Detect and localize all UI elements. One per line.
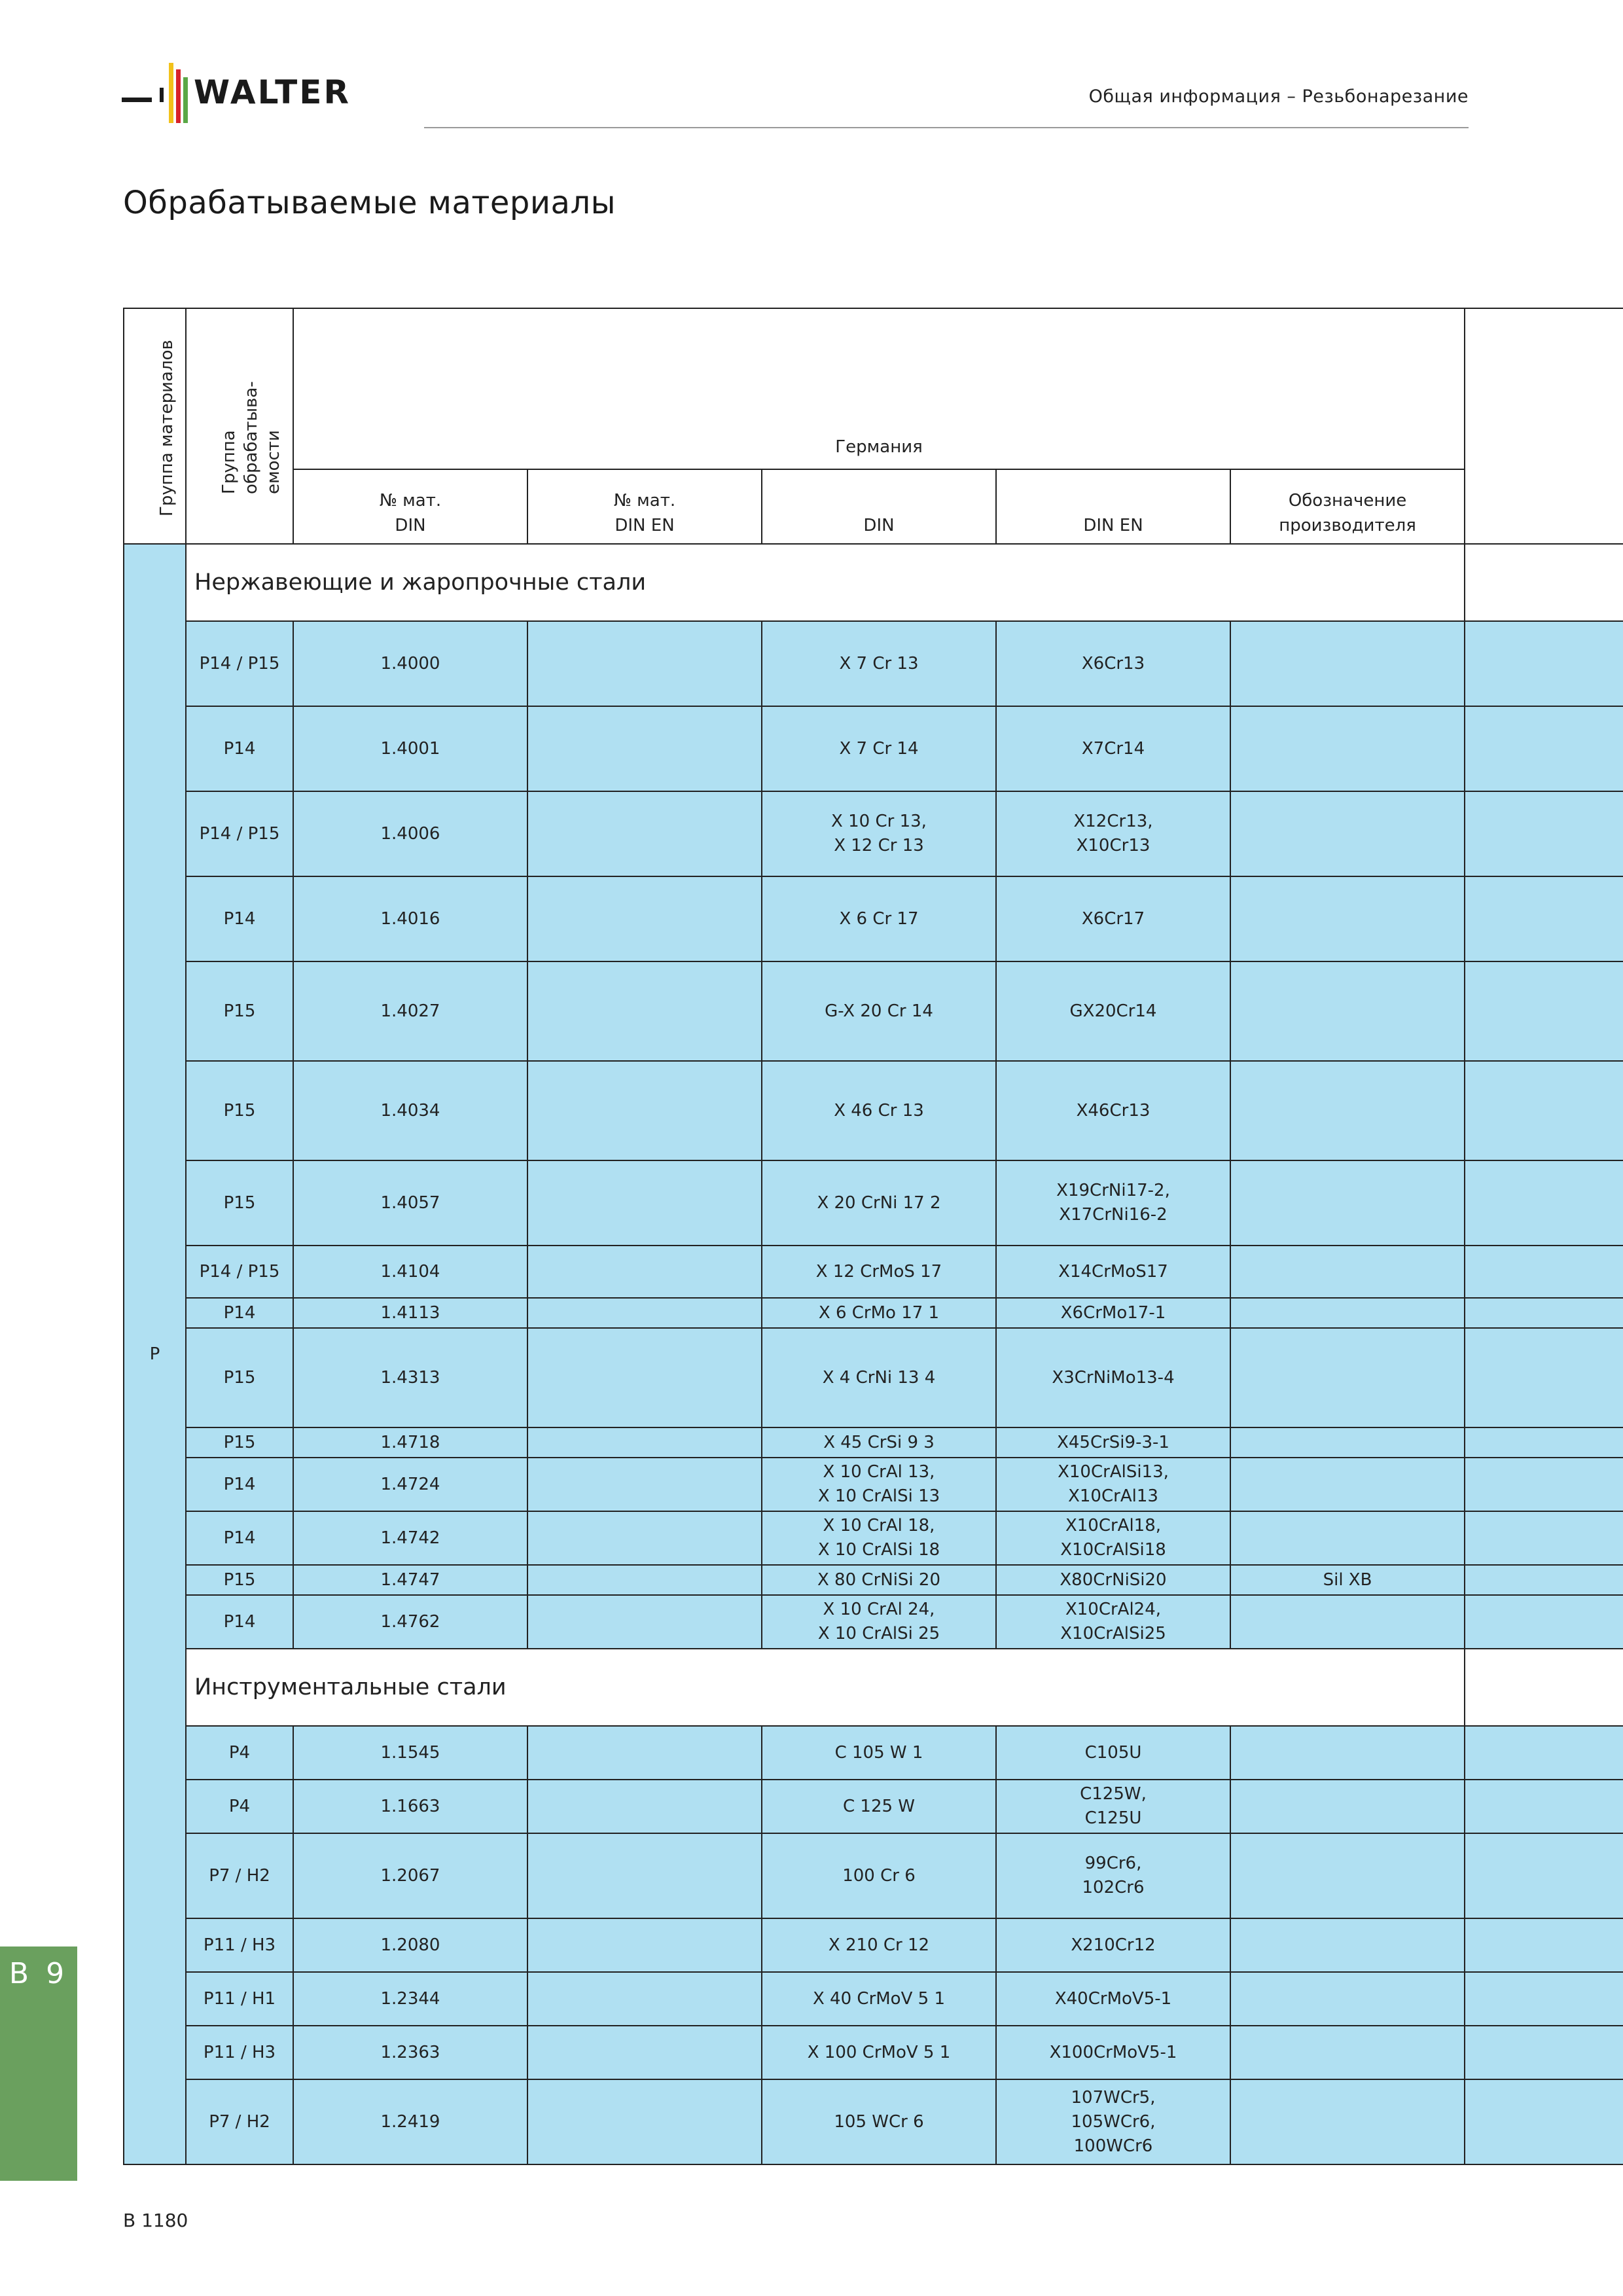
din-cell: 105 WCr 6 [762,2079,996,2164]
table-row [124,1246,1623,1298]
din-en-cell: X12Cr13, X10Cr13 [996,791,1230,876]
manufacturer-cell [1230,1511,1465,1565]
side-chapter-tab-label: B 9 [9,1957,69,1990]
din-cell: X 80 CrNiSi 20 [762,1565,996,1595]
mat-no-din-en-cell [527,1427,762,1458]
next-country-cell [1465,876,1623,961]
next-country-cell [1465,1833,1623,1918]
machinability-group-cell: P7 / H2 [186,2079,293,2164]
mat-no-din-en-cell [527,961,762,1061]
din-cell: G-X 20 Cr 14 [762,961,996,1061]
col-header-mat-no-din-en: № мат. DIN EN [527,469,762,544]
table-row [124,791,1623,876]
table-row [124,961,1623,1061]
din-en-cell: X40CrMoV5-1 [996,1972,1230,2026]
din-en-cell: X45CrSi9-3-1 [996,1427,1230,1458]
manufacturer-cell [1230,1061,1465,1160]
mat-no-din-en-cell [527,1918,762,1972]
din-cell: X 40 CrMoV 5 1 [762,1972,996,2026]
table-row [124,1160,1623,1246]
table-row [124,1780,1623,1833]
next-country-cell [1465,1328,1623,1427]
col-header-material-group [124,308,186,544]
din-cell: X 45 CrSi 9 3 [762,1427,996,1458]
manufacturer-cell [1230,621,1465,706]
mat-no-din-en-cell [527,1511,762,1565]
din-en-cell: X10CrAl24, X10CrAlSi25 [996,1595,1230,1649]
manufacturer-cell [1230,1972,1465,2026]
mat-no-din-cell: 1.4104 [293,1246,527,1298]
section-title: Нержавеющие и жаропрочные стали [186,544,1465,621]
mat-no-din-cell: 1.2344 [293,1972,527,2026]
manufacturer-cell [1230,706,1465,791]
din-en-cell: C105U [996,1726,1230,1780]
manufacturer-cell [1230,2079,1465,2164]
machinability-group-cell: P15 [186,1160,293,1246]
next-country-cell [1465,621,1623,706]
machinability-group-cell: P15 [186,961,293,1061]
machinability-group-cell: P14 / P15 [186,791,293,876]
mat-no-din-cell: 1.4113 [293,1298,527,1328]
machinability-group-cell: P4 [186,1780,293,1833]
machinability-group-cell: P14 [186,706,293,791]
col-header-mat-no-din: № мат. DIN [293,469,527,544]
mat-no-din-en-cell [527,791,762,876]
mat-no-din-en-cell [527,1246,762,1298]
walter-logo [122,60,397,132]
mat-no-din-en-cell [527,1458,762,1511]
din-cell: X 10 CrAl 24, X 10 CrAlSi 25 [762,1595,996,1649]
mat-no-din-cell: 1.4027 [293,961,527,1061]
din-en-cell: X10CrAl18, X10CrAlSi18 [996,1511,1230,1565]
machinability-group-cell: P11 / H3 [186,2026,293,2079]
din-cell: X 20 CrNi 17 2 [762,1160,996,1246]
mat-no-din-cell: 1.4747 [293,1565,527,1595]
section-header-row [124,544,1623,621]
manufacturer-cell [1230,1328,1465,1427]
next-country-cell [1465,544,1623,621]
table-row [124,2079,1623,2164]
din-cell: X 12 CrMoS 17 [762,1246,996,1298]
mat-no-din-en-cell [527,876,762,961]
din-cell: X 210 Cr 12 [762,1918,996,1972]
din-en-cell: X14CrMoS17 [996,1246,1230,1298]
din-cell: X 10 CrAl 18, X 10 CrAlSi 18 [762,1511,996,1565]
table-row [124,1511,1623,1565]
machinability-group-cell: P7 / H2 [186,1833,293,1918]
din-cell: C 105 W 1 [762,1726,996,1780]
manufacturer-cell [1230,1726,1465,1780]
col-header-country: Германия [293,308,1465,469]
mat-no-din-en-cell [527,1595,762,1649]
mat-no-din-en-cell [527,2026,762,2079]
table-row [124,1458,1623,1511]
mat-no-din-cell: 1.4006 [293,791,527,876]
section-header-row [124,1649,1623,1726]
din-cell: X 10 CrAl 13, X 10 CrAlSi 13 [762,1458,996,1511]
next-country-cell [1465,1726,1623,1780]
mat-no-din-en-cell [527,1565,762,1595]
manufacturer-cell [1230,1780,1465,1833]
machinability-group-cell: P15 [186,1061,293,1160]
din-cell: X 10 Cr 13, X 12 Cr 13 [762,791,996,876]
page-number: B 1180 [123,2210,188,2231]
manufacturer-cell [1230,1918,1465,1972]
header-section-title: Общая информация – Резьбонарезание [1088,86,1469,107]
table-row [124,706,1623,791]
next-country-cell [1465,1458,1623,1511]
manufacturer-cell [1230,876,1465,961]
header-divider [424,127,1469,128]
machinability-group-cell: P11 / H3 [186,1918,293,1972]
machinability-group-cell: P15 [186,1565,293,1595]
mat-no-din-cell: 1.4313 [293,1328,527,1427]
next-country-cell [1465,791,1623,876]
machinability-group-cell: P11 / H1 [186,1972,293,2026]
table-row [124,621,1623,706]
mat-no-din-cell: 1.2419 [293,2079,527,2164]
next-country-cell [1465,2026,1623,2079]
din-en-cell: X100CrMoV5-1 [996,2026,1230,2079]
mat-no-din-cell: 1.2363 [293,2026,527,2079]
manufacturer-cell [1230,1833,1465,1918]
walter-logo-text: WALTER [194,73,351,111]
table-body [124,544,1623,2164]
machinability-group-cell: P14 [186,1595,293,1649]
mat-no-din-cell: 1.4001 [293,706,527,791]
manufacturer-cell [1230,1458,1465,1511]
mat-no-din-en-cell [527,1298,762,1328]
manufacturer-cell [1230,1427,1465,1458]
mat-no-din-en-cell [527,706,762,791]
din-en-cell: 99Cr6, 102Cr6 [996,1833,1230,1918]
next-country-cell [1465,1595,1623,1649]
din-en-cell: 107WCr5, 105WCr6, 100WCr6 [996,2079,1230,2164]
din-en-cell: X6CrMo17-1 [996,1298,1230,1328]
mat-no-din-cell: 1.4742 [293,1511,527,1565]
next-country-cell [1465,1972,1623,2026]
mat-no-din-cell: 1.1663 [293,1780,527,1833]
next-country-cell [1465,1061,1623,1160]
next-country-cell [1465,1298,1623,1328]
din-en-cell: X6Cr13 [996,621,1230,706]
din-cell: C 125 W [762,1780,996,1833]
din-en-cell: GX20Cr14 [996,961,1230,1061]
page-title: Обрабатываемые материалы [123,185,616,221]
next-country-cell [1465,706,1623,791]
material-group-letter: P [124,544,186,2164]
mat-no-din-cell: 1.4000 [293,621,527,706]
mat-no-din-cell: 1.4724 [293,1458,527,1511]
machinability-group-cell: P14 [186,1298,293,1328]
din-en-cell: X46Cr13 [996,1061,1230,1160]
col-header-next-country [1465,308,1623,544]
next-country-cell [1465,1246,1623,1298]
machinability-group-cell: P14 / P15 [186,1246,293,1298]
col-header-din: DIN [762,469,996,544]
table-row [124,1726,1623,1780]
din-cell: X 46 Cr 13 [762,1061,996,1160]
mat-no-din-cell: 1.4016 [293,876,527,961]
mat-no-din-en-cell [527,621,762,706]
din-en-cell: X210Cr12 [996,1918,1230,1972]
mat-no-din-en-cell [527,1972,762,2026]
manufacturer-cell [1230,961,1465,1061]
next-country-cell [1465,2079,1623,2164]
machinability-group-cell: P14 [186,1458,293,1511]
mat-no-din-cell: 1.2080 [293,1918,527,1972]
din-cell: X 7 Cr 13 [762,621,996,706]
mat-no-din-cell: 1.4718 [293,1427,527,1458]
table-row [124,2026,1623,2079]
machinability-group-cell: P4 [186,1726,293,1780]
col-header-manufacturer: Обозначение производителя [1230,469,1465,544]
next-country-cell [1465,1160,1623,1246]
table-row [124,1918,1623,1972]
manufacturer-cell [1230,1298,1465,1328]
din-en-cell: X10CrAlSi13, X10CrAl13 [996,1458,1230,1511]
din-en-cell: X80CrNiSi20 [996,1565,1230,1595]
next-country-cell [1465,1427,1623,1458]
col-header-material-group-text: Группа материалов [156,340,177,516]
manufacturer-cell [1230,791,1465,876]
next-country-cell [1465,1780,1623,1833]
materials-table [123,308,1623,2165]
materials-table-wrapper [123,308,1623,2165]
din-cell: X 100 CrMoV 5 1 [762,2026,996,2079]
din-en-cell: X3CrNiMo13-4 [996,1328,1230,1427]
table-row [124,1833,1623,1918]
mat-no-din-cell: 1.4034 [293,1061,527,1160]
mat-no-din-cell: 1.4057 [293,1160,527,1246]
col-header-din-en: DIN EN [996,469,1230,544]
col-header-machinability-group-text: Группа обрабатыва-емости [219,381,283,494]
table-row [124,1595,1623,1649]
manufacturer-cell [1230,2026,1465,2079]
din-cell: X 4 CrNi 13 4 [762,1328,996,1427]
machinability-group-cell: P15 [186,1328,293,1427]
machinability-group-cell: P14 / P15 [186,621,293,706]
manufacturer-cell [1230,1160,1465,1246]
din-en-cell: X19CrNi17-2, X17CrNi16-2 [996,1160,1230,1246]
din-cell: X 6 CrMo 17 1 [762,1298,996,1328]
next-country-cell [1465,1511,1623,1565]
machinability-group-cell: P14 [186,1511,293,1565]
mat-no-din-en-cell [527,1328,762,1427]
manufacturer-cell [1230,1246,1465,1298]
next-country-cell [1465,1565,1623,1595]
next-country-cell [1465,1649,1623,1726]
manufacturer-cell [1230,1595,1465,1649]
din-en-cell: C125W, C125U [996,1780,1230,1833]
machinability-group-cell: P14 [186,876,293,961]
mat-no-din-cell: 1.1545 [293,1726,527,1780]
din-en-cell: X7Cr14 [996,706,1230,791]
manufacturer-cell: Sil XB [1230,1565,1465,1595]
table-row [124,1328,1623,1427]
table-row [124,1061,1623,1160]
table-row [124,1565,1623,1595]
table-row [124,876,1623,961]
din-cell: X 7 Cr 14 [762,706,996,791]
section-title: Инструментальные стали [186,1649,1465,1726]
next-country-cell [1465,961,1623,1061]
table-row [124,1972,1623,2026]
mat-no-din-en-cell [527,1726,762,1780]
mat-no-din-en-cell [527,1160,762,1246]
col-header-machinability-group [186,308,293,544]
mat-no-din-en-cell [527,1833,762,1918]
mat-no-din-cell: 1.4762 [293,1595,527,1649]
mat-no-din-en-cell [527,2079,762,2164]
din-cell: 100 Cr 6 [762,1833,996,1918]
mat-no-din-en-cell [527,1780,762,1833]
din-en-cell: X6Cr17 [996,876,1230,961]
table-row [124,1427,1623,1458]
table-row [124,1298,1623,1328]
mat-no-din-cell: 1.2067 [293,1833,527,1918]
din-cell: X 6 Cr 17 [762,876,996,961]
machinability-group-cell: P15 [186,1427,293,1458]
next-country-cell [1465,1918,1623,1972]
mat-no-din-en-cell [527,1061,762,1160]
